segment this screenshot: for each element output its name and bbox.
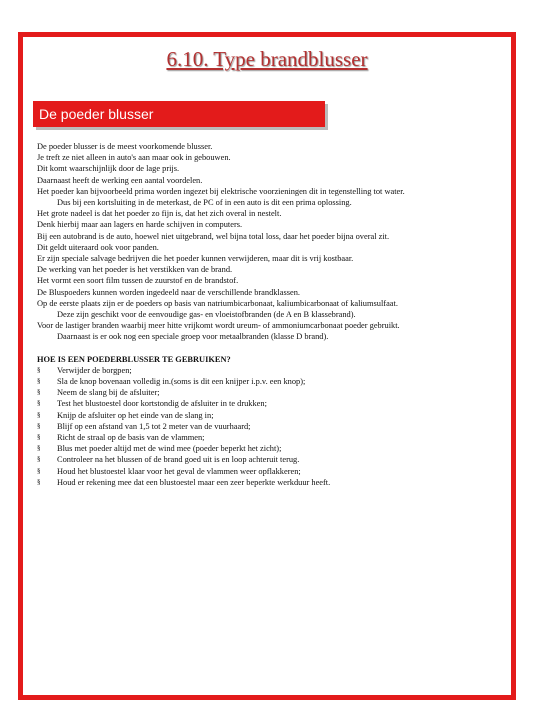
- list-item: [37, 376, 509, 387]
- howto-heading: HOE IS EEN POEDERBLUSSER TE GEBRUIKEN?: [37, 354, 231, 364]
- paragraph-line: Voor de lastiger branden waarbij meer hitte vrijkomt wordt ureum- of ammoniumcarbonaat poeder gebruikt.: [37, 321, 400, 331]
- step-text: Sla de knop bovenaan volledig in.(soms is dit een knijper i.p.v. een knop);: [57, 377, 306, 387]
- paragraph-line: Bij een autobrand is de auto, hoewel niet uitgebrand, wel bijna total loss, daar het poeder bijna overal zit.: [37, 231, 390, 241]
- bullet-icon: §: [37, 388, 41, 397]
- paragraph-line: De werking van het poeder is het verstikken van de brand.: [37, 265, 233, 275]
- slide-frame: [18, 32, 516, 700]
- step-text: Blijf op een afstand van 1,5 tot 2 meter van de vuurhaard;: [57, 421, 251, 431]
- paragraph-line: Er zijn speciale salvage bedrijven die het poeder kunnen verwijderen, maar dit is vrij kostbaar.: [37, 254, 354, 264]
- list-item: [37, 421, 509, 432]
- paragraph-line: Het vormt een soort film tussen de zuurstof en de brandstof.: [37, 276, 239, 286]
- step-text: Knijp de afsluiter op het einde van de slang in;: [57, 410, 214, 420]
- section-banner: De poeder blusser: [33, 101, 325, 127]
- bullet-icon: §: [37, 377, 41, 386]
- paragraph-line: Op de eerste plaats zijn er de poeders op basis van natriumbicarbonaat, kaliumbicarbonaat of kaliumsulfaat.: [37, 298, 398, 308]
- bullet-icon: §: [37, 399, 41, 408]
- howto-steps: [37, 365, 509, 488]
- list-item: [37, 365, 509, 376]
- list-item: [37, 410, 509, 421]
- paragraph-line: Je treft ze niet alleen in auto's aan maar ook in gebouwen.: [37, 153, 231, 163]
- step-text: Richt de straal op de basis van de vlammen;: [57, 433, 205, 443]
- step-text: Controleer na het blussen of de brand goed uit is en loop achteruit terug.: [57, 455, 300, 465]
- list-item: [37, 477, 509, 488]
- list-item: [37, 387, 509, 398]
- list-item: [37, 398, 509, 409]
- paragraph-line: Daarnaast heeft de werking een aantal voordelen.: [37, 175, 203, 185]
- step-text: Houd het blustoestel klaar voor het geval de vlammen weer opflakkeren;: [57, 466, 301, 476]
- step-text: Verwijder de borgpen;: [57, 365, 132, 375]
- paragraph-line: Denk hierbij maar aan lagers en harde schijven in computers.: [37, 220, 243, 230]
- paragraph-line: Het grote nadeel is dat het poeder zo fijn is, dat het zich overal in nestelt.: [37, 209, 282, 219]
- paragraph-line: Dit geldt uiteraard ook voor panden.: [37, 242, 159, 252]
- step-text: Test het blustoestel door kortstondig de afsluiter in te drukken;: [57, 399, 267, 409]
- paragraph-line: Het poeder kan bijvoorbeeld prima worden ingezet bij elektrische voorzieningen dit in tegenstelling tot water.: [37, 186, 405, 196]
- list-item: [37, 443, 509, 454]
- list-item: [37, 466, 509, 477]
- paragraph-line: Dus bij een kortsluiting in de meterkast, de PC of in een auto is dit een prima oplossing.: [57, 198, 352, 208]
- spacer: [37, 343, 509, 354]
- paragraph-line: Deze zijn geschikt voor de eenvoudige gas- en vloeistofbranden (de A en B klassebrand).: [57, 310, 356, 320]
- slide-title: 6.10. Type brandblusser: [166, 47, 368, 71]
- paragraph-line: Daarnaast is er ook nog een speciale groep voor metaalbranden (klasse D brand).: [57, 332, 329, 342]
- bullet-icon: §: [37, 466, 41, 475]
- list-item: [37, 432, 509, 443]
- paragraph-line: Dit komt waarschijnlijk door de lage prijs.: [37, 164, 180, 174]
- bullet-icon: §: [37, 421, 41, 430]
- bullet-icon: §: [37, 365, 41, 374]
- list-item: [37, 454, 509, 465]
- step-text: Houd er rekening mee dat een blustoestel maar een zeer beperkte werkduur heeft.: [57, 477, 331, 487]
- bullet-icon: §: [37, 444, 41, 453]
- step-text: Neem de slang bij de afsluiter;: [57, 388, 160, 398]
- paragraph-line: De poeder blusser is de meest voorkomende blusser.: [37, 142, 213, 151]
- bullet-icon: §: [37, 410, 41, 419]
- body-text: [37, 141, 509, 488]
- paragraph-line: De Bluspoeders kunnen worden ingedeeld naar de verschillende brandklassen.: [37, 287, 301, 297]
- bullet-icon: §: [37, 477, 41, 486]
- bullet-icon: §: [37, 433, 41, 442]
- step-text: Blus met poeder altijd met de wind mee (poeder beperkt het zicht);: [57, 444, 282, 454]
- bullet-icon: §: [37, 455, 41, 464]
